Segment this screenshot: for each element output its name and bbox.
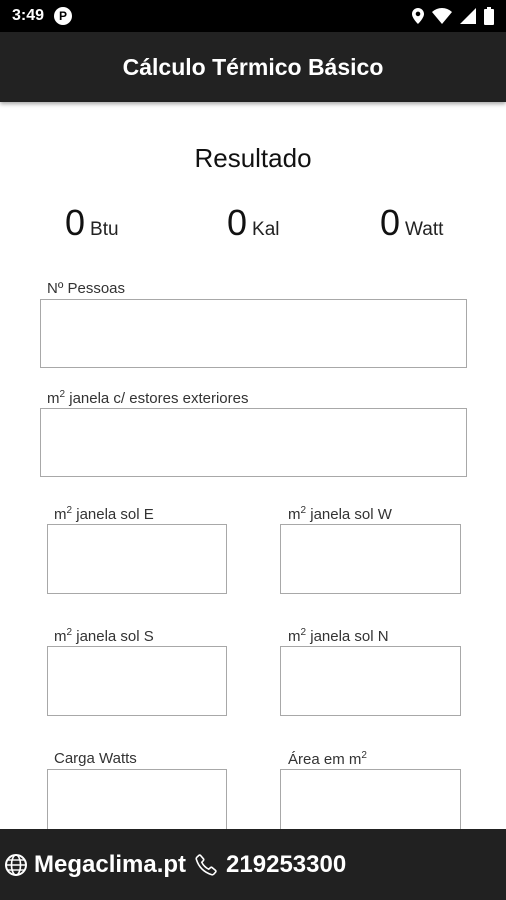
carga-label: Carga Watts <box>54 750 137 767</box>
watt-value: 0 <box>380 202 401 243</box>
kal-value: 0 <box>227 202 248 243</box>
sol-w-label: $m^2$ janela sol W <box>288 505 392 523</box>
wifi-icon <box>432 8 452 24</box>
sol-n-input[interactable] <box>280 646 461 716</box>
result-kal <box>227 202 280 244</box>
sol-s-input[interactable] <box>47 646 227 716</box>
cell-signal-icon <box>460 8 476 24</box>
kal-unit: Kal <box>252 219 280 240</box>
battery-icon <box>484 7 494 25</box>
sol-w-input[interactable] <box>280 524 461 594</box>
result-watt <box>380 202 443 244</box>
status-bar <box>0 0 506 32</box>
app-title: Cálculo Térmico Básico <box>122 53 384 80</box>
website-link[interactable]: Megaclima.pt <box>34 850 187 878</box>
location-icon <box>412 8 424 24</box>
pessoas-input[interactable] <box>40 299 467 368</box>
sol-s-label: $m^2$ janela sol S <box>54 627 154 645</box>
btu-unit: Btu <box>90 219 119 240</box>
estores-label: $m^2$ janela c/ estores exteriores <box>47 389 249 407</box>
estores-input[interactable] <box>40 408 467 477</box>
notification-app-icon: P <box>54 7 72 25</box>
app-bar <box>0 32 506 102</box>
pessoas-label: Nº Pessoas <box>47 280 126 297</box>
globe-icon[interactable] <box>4 853 28 877</box>
result-row <box>0 202 506 252</box>
btu-value: 0 <box>65 202 86 243</box>
bottom-bar <box>0 829 506 900</box>
result-btu <box>65 202 119 244</box>
sol-e-label: $m^2$ janela sol E <box>54 505 154 523</box>
status-icons <box>412 7 494 25</box>
watt-unit: Watt <box>405 219 444 240</box>
phone-link[interactable]: 219253300 <box>226 850 347 878</box>
result-title: Resultado <box>194 143 312 173</box>
area-label: Área em $m^2$ <box>288 750 367 768</box>
status-time: 3:49 <box>12 7 45 24</box>
phone-icon[interactable] <box>194 853 218 877</box>
sol-e-input[interactable] <box>47 524 227 594</box>
sol-n-label: $m^2$ janela sol N <box>288 627 389 645</box>
